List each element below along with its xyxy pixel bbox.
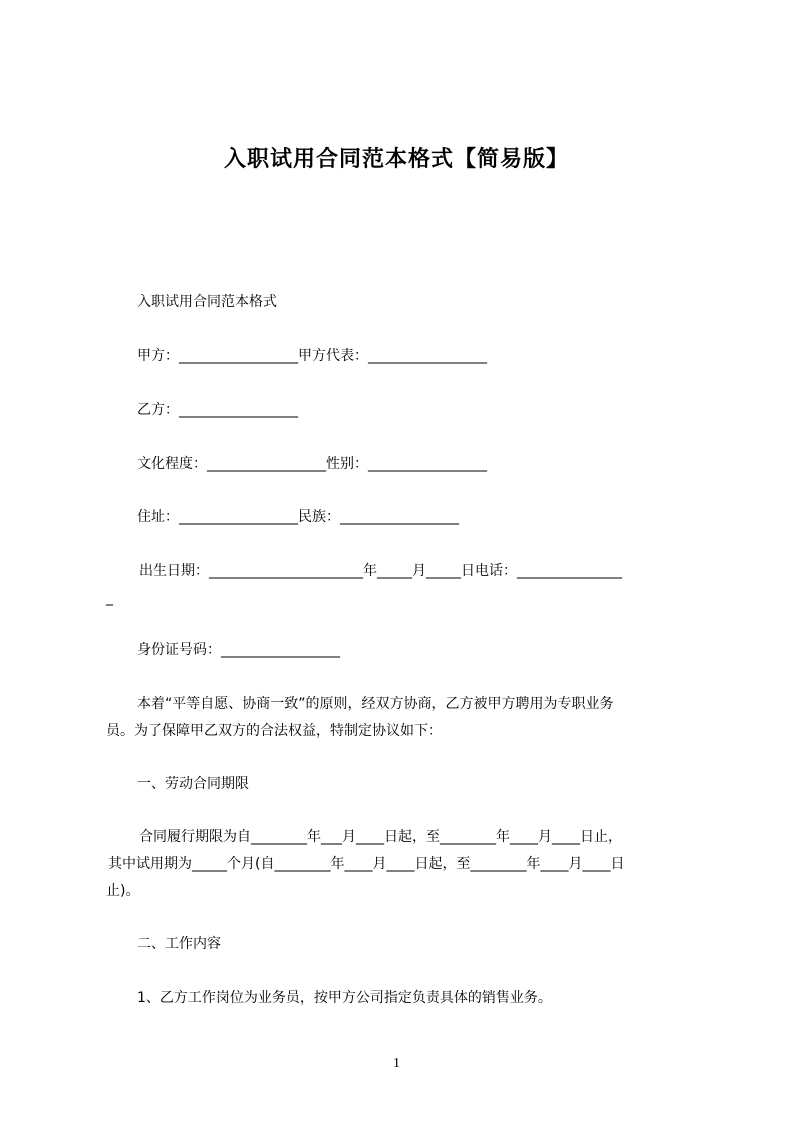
intro-paragraph-line-2: 员。为了保障甲乙双方的合法权益，特制定协议如下： bbox=[106, 723, 442, 739]
party-a-line: 甲方：_________________甲方代表：_________________ bbox=[137, 348, 487, 364]
section-1-heading: 一、劳动合同期限 bbox=[137, 776, 249, 792]
intro-paragraph-line-1: 本着“平等自愿、协商一致”的原则，经双方协商，乙方被甲方聘用为专职业务 bbox=[137, 696, 614, 712]
job-content-item-1: 1、乙方工作岗位为业务员，按甲方公司指定负责具体的销售业务。 bbox=[137, 990, 552, 1006]
term-paragraph-line-3: 止)。 bbox=[106, 883, 140, 899]
party-b-line: 乙方：_________________ bbox=[137, 402, 298, 418]
section-2-heading: 二、工作内容 bbox=[137, 936, 221, 952]
id-number-line: 身份证号码：_________________ bbox=[137, 642, 340, 658]
term-paragraph-line-1: 合同履行期限为自________年___月____日起，至________年____月____日止， bbox=[139, 829, 622, 845]
term-paragraph-line-2: 其中试用期为_____个月(自________年____月____日起，至________年____月____日 bbox=[108, 856, 625, 872]
document-title: 入职试用合同范本格式【简易版】 bbox=[223, 147, 569, 172]
subtitle: 入职试用合同范本格式 bbox=[137, 294, 277, 310]
birthdate-phone-line: 出生日期：______________________年_____月_____日电话：_______________ bbox=[139, 563, 622, 579]
birthdate-phone-continuation: _ bbox=[106, 590, 113, 606]
page-number: 1 bbox=[393, 1056, 400, 1071]
education-gender-line: 文化程度：_________________性别：_________________ bbox=[137, 456, 487, 472]
address-ethnicity-line: 住址：_________________民族：_________________ bbox=[137, 509, 459, 525]
